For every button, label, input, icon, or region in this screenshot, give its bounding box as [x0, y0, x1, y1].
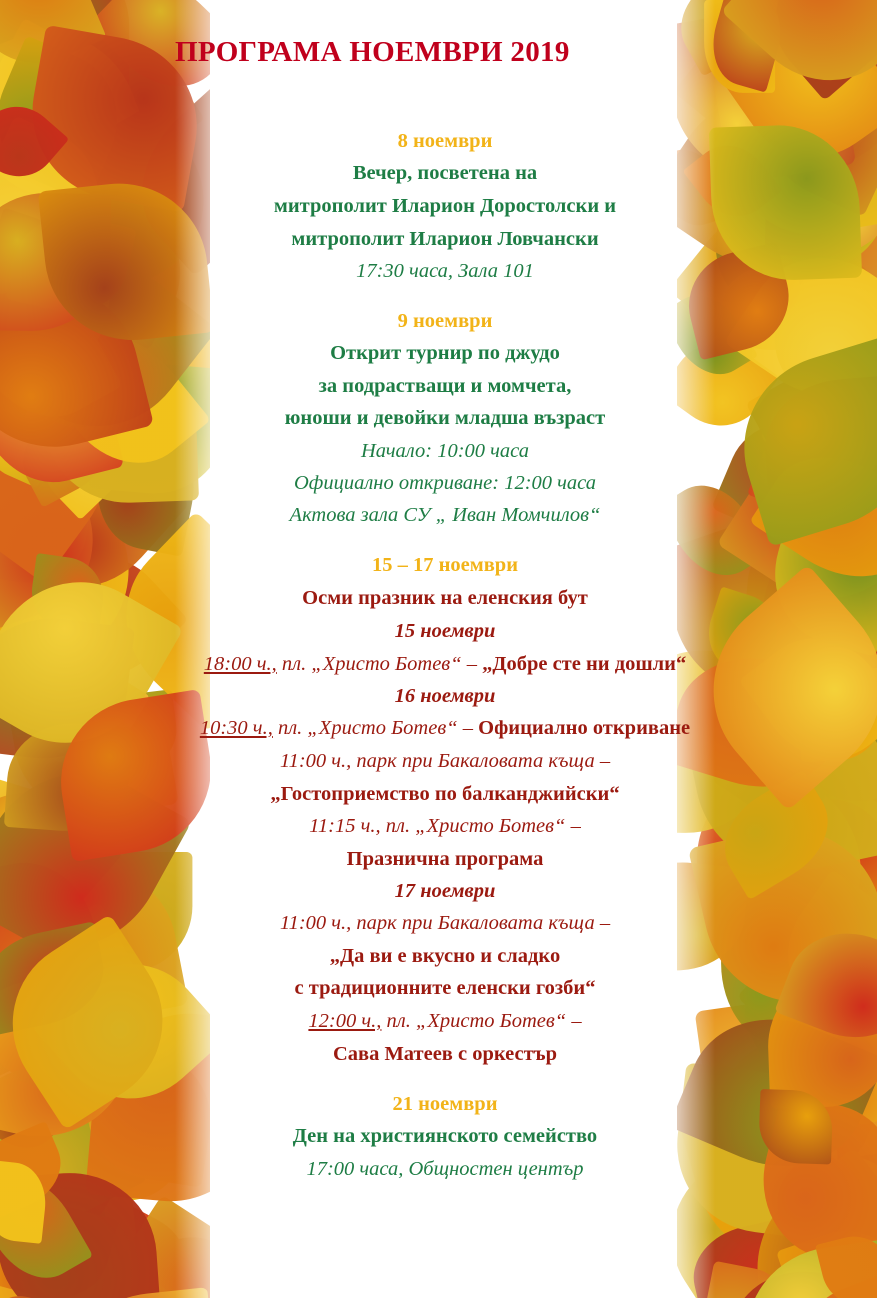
- event-date: 9 ноември: [397, 310, 493, 332]
- schedule-place: 11:00 ч., парк при Бакаловата къща –: [279, 750, 611, 772]
- schedule-place: пл. „Христо Ботев“ –: [276, 653, 483, 675]
- event-start-time: Начало: 10:00 часа: [360, 440, 529, 462]
- event-date: 8 ноември: [397, 130, 493, 152]
- program-page: [175, 0, 715, 1298]
- event-date: 15 – 17 ноември: [371, 554, 519, 576]
- schedule-act: Сава Матеев с оркестър: [332, 1043, 558, 1065]
- event-title-line: за подрастващи и момчета,: [318, 375, 572, 397]
- day-label: 16 ноември: [394, 685, 496, 707]
- event-details: 17:00 часа, Общностен център: [306, 1158, 584, 1180]
- event-venue: Актова зала СУ „ Иван Момчилов“: [289, 504, 601, 526]
- event-title: Осми празник на еленския бут: [302, 587, 588, 609]
- schedule-act: Празнична програма: [346, 848, 544, 870]
- page-title: ПРОГРАМА НОЕМВРИ 2019: [175, 36, 570, 68]
- schedule-time: 12:00 ч.,: [308, 1010, 382, 1032]
- schedule-item: [115, 714, 775, 742]
- event-title-line: Открит турнир по джудо: [330, 342, 560, 364]
- event-date: 21 ноември: [392, 1093, 498, 1115]
- schedule-time: 10:30 ч.,: [199, 717, 273, 739]
- schedule-act: „Добре сте ни дошли“: [482, 653, 687, 675]
- day-label: 15 ноември: [394, 620, 496, 642]
- schedule-place: 11:15 ч., пл. „Христо Ботев“ –: [309, 815, 581, 837]
- event-title-line: митрополит Иларион Доростолски и: [273, 195, 617, 217]
- event-title: Ден на християнското семейство: [292, 1125, 598, 1147]
- schedule-act: с традиционните еленски гозби“: [294, 977, 596, 999]
- schedule-act: „Да ви е вкусно и сладко: [329, 945, 561, 967]
- schedule-place: пл. „Христо Ботев“ –: [381, 1010, 582, 1032]
- schedule-act: Официално откриване: [478, 717, 691, 739]
- schedule-act: „Гостоприемство по балканджийски“: [270, 783, 620, 805]
- schedule-place: пл. „Христо Ботев“ –: [272, 717, 479, 739]
- event-title-line: Вечер, посветена на: [352, 162, 538, 184]
- event-title-line: юноши и девойки младша възраст: [284, 407, 606, 429]
- schedule-item: [115, 1007, 775, 1035]
- day-label: 17 ноември: [394, 880, 496, 902]
- event-details: 17:30 часа, Зала 101: [356, 260, 534, 282]
- schedule-item: [115, 650, 775, 678]
- schedule-time: 18:00 ч.,: [203, 653, 277, 675]
- schedule-place: 11:00 ч., парк при Бакаловата къща –: [279, 912, 611, 934]
- event-opening-time: Официално откриване: 12:00 часа: [293, 472, 596, 494]
- event-title-line: митрополит Иларион Ловчански: [291, 228, 599, 250]
